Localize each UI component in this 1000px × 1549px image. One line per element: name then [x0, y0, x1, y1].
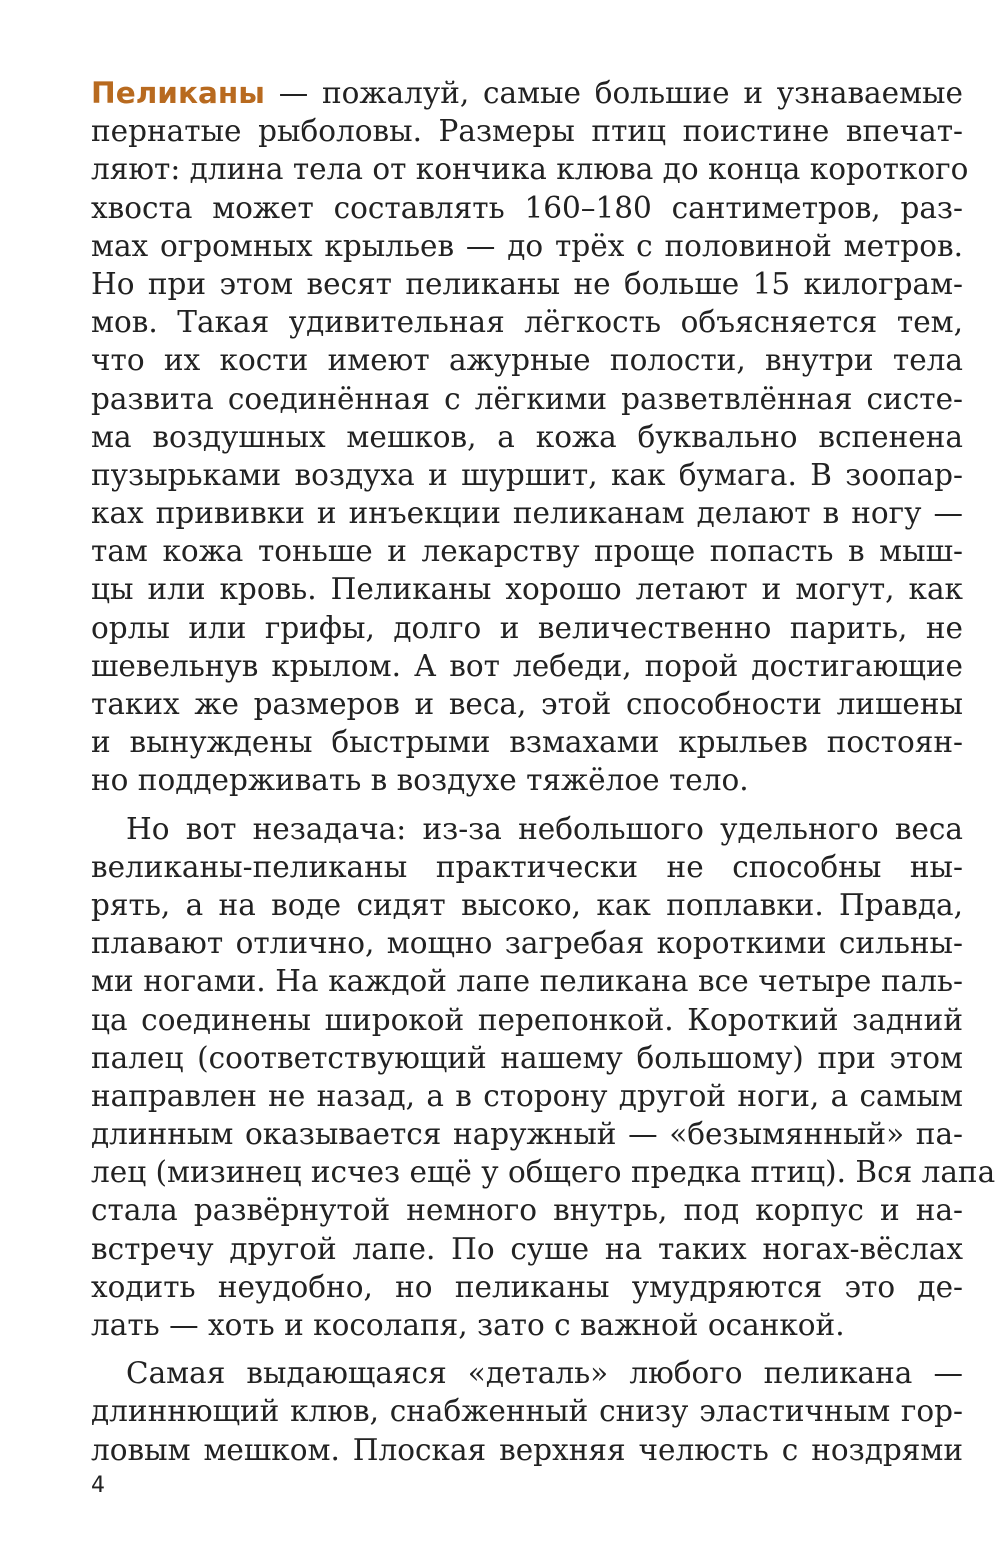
- text-line: пузырьками воздуха и шуршит, как бумага. В зоопар-: [91, 457, 963, 492]
- page-number: 4: [91, 1473, 105, 1498]
- text-line: лать — хоть и косолапя, зато с важной осанкой.: [91, 1308, 845, 1342]
- paragraph-3: [91, 1354, 963, 1469]
- text-line: орлы или грифы, долго и величественно парить, не: [91, 610, 963, 645]
- paragraph-spacer: [91, 1344, 963, 1354]
- text-line: рять, а на воде сидят высоко, как поплавки. Правда,: [91, 887, 963, 922]
- text-line: Самая выдающаяся «деталь» любого пеликана —: [126, 1356, 963, 1391]
- text-line: плавают отлично, мощно загребая короткими сильны-: [91, 926, 963, 961]
- text-line: ходить неудобно, но пеликаны умудряются это де-: [91, 1269, 963, 1304]
- text-line: длиннющий клюв, снабженный снизу эластичным гор-: [91, 1394, 963, 1429]
- highlighted-term: Пеликаны: [91, 76, 265, 110]
- text-line: цы или кровь. Пеликаны хорошо летают и могут, как: [91, 572, 963, 607]
- text-line: ца соединены широкой перепонкой. Короткий задний: [91, 1002, 963, 1037]
- paragraph-1: [91, 74, 969, 800]
- text-line: Но вот незадача: из-за небольшого удельного веса: [126, 811, 963, 846]
- text-line: мах огромных крыльев — до трёх с половиной метров.: [91, 228, 963, 263]
- text-line: стала развёрнутой немного внутрь, под корпус и на-: [91, 1193, 963, 1228]
- text-fragment: — пожалуй, самые большие и узнаваемые: [264, 76, 963, 110]
- text-line: ловым мешком. Плоская верхняя челюсть с ноздрями: [91, 1432, 963, 1467]
- body-text: [91, 74, 996, 1469]
- text-line: ках прививки и инъекции пеликанам делают в ногу —: [91, 496, 963, 531]
- text-line: направлен не назад, а в сторону другой ноги, а самым: [91, 1078, 963, 1113]
- text-line: встречу другой лапе. По суше на таких ногах-вёслах: [91, 1231, 963, 1266]
- text-line: палец (соответствующий нашему большому) при этом: [91, 1040, 963, 1075]
- text-line: и вынуждены быстрыми взмахами крыльев постоян-: [91, 725, 963, 760]
- text-line: ма воздушных мешков, а кожа буквально вспенена: [91, 419, 963, 454]
- text-line: хвоста может составлять 160–180 сантиметров, раз-: [91, 190, 963, 225]
- text-line: но поддерживать в воздухе тяжёлое тело.: [91, 763, 749, 798]
- text-line: длинным оказывается наружный — «безымянный» па-: [91, 1117, 963, 1152]
- text-line: [91, 74, 963, 112]
- text-line: мов. Такая удивительная лёгкость объясняется тем,: [91, 305, 963, 340]
- text-line: ми ногами. На каждой лапе пеликана все четыре паль-: [91, 964, 963, 999]
- text-line: что их кости имеют ажурные полости, внутри тела: [91, 343, 963, 378]
- text-line: Но при этом весят пеликаны не больше 15 килограм-: [91, 266, 963, 301]
- text-line: развита соединённая с лёгкими разветвлённая систе-: [91, 381, 963, 416]
- text-line: пернатые рыболовы. Размеры птиц поистине впечат-: [91, 114, 963, 149]
- text-line: лец (мизинец исчез ещё у общего предка птиц). Вся лапа: [91, 1155, 996, 1190]
- paragraph-2: [91, 810, 996, 1345]
- text-line: великаны-пеликаны практически не способны ны-: [91, 849, 963, 884]
- text-line: ляют: длина тела от кончика клюва до конца короткого: [91, 152, 969, 187]
- paragraph-spacer: [91, 800, 963, 810]
- text-line: там кожа тоньше и лекарству проще попасть в мыш-: [91, 534, 963, 569]
- text-line: таких же размеров и веса, этой способности лишены: [91, 687, 963, 721]
- text-line: шевельнув крылом. А вот лебеди, порой достигающие: [91, 648, 963, 683]
